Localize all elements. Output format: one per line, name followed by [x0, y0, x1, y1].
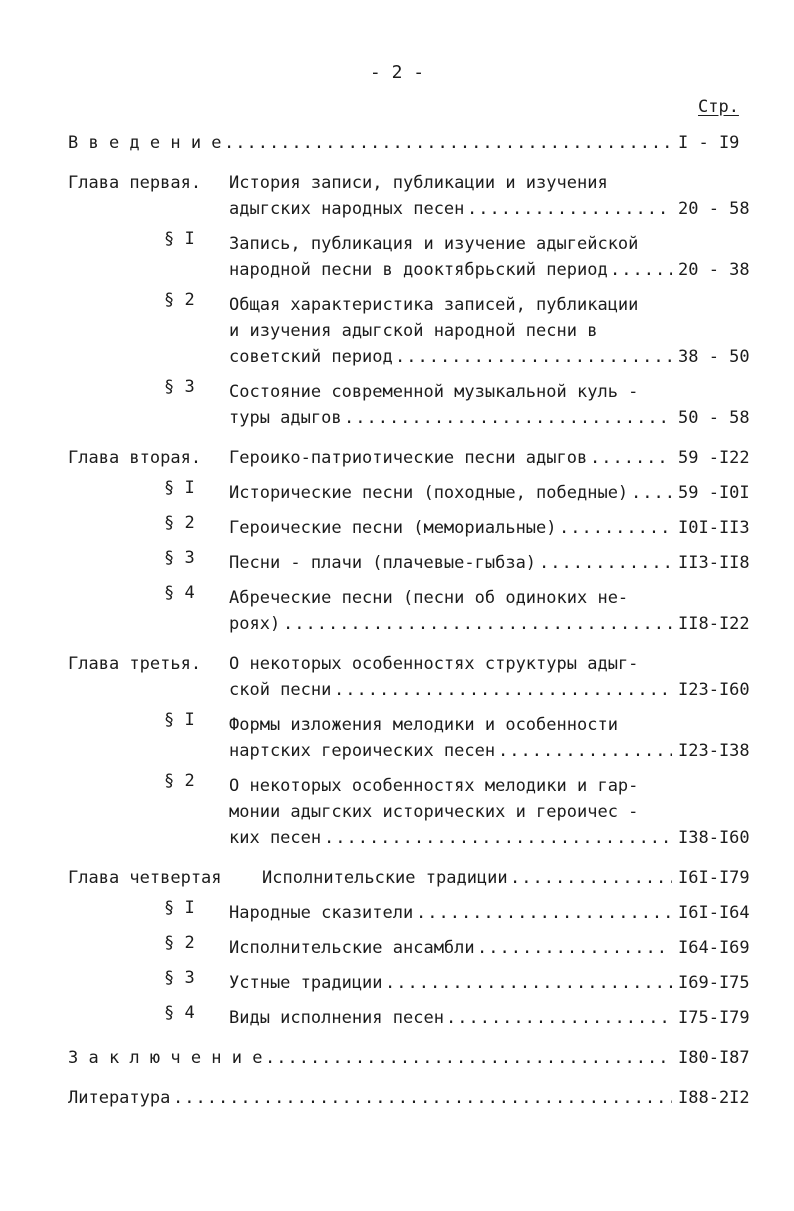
toc-entry-label: Литература: [68, 1088, 171, 1108]
dot-leader: [510, 865, 672, 891]
toc-section: [0, 480, 794, 506]
toc-page-range: II8-I22: [678, 614, 750, 634]
toc-page-range: II3-II8: [678, 553, 750, 573]
toc-page-range: 38 - 50: [678, 347, 750, 367]
toc-entry-label: Глава третья.: [68, 654, 202, 674]
section-mark: § 4: [164, 583, 195, 603]
section-mark: § 3: [164, 377, 195, 397]
toc-chapter: [0, 1045, 794, 1071]
toc-entry-text: адыгских народных песен: [229, 199, 465, 219]
dot-leader: [631, 480, 672, 506]
toc-page-range: 59 -I22: [678, 448, 750, 468]
toc-section: [0, 712, 794, 764]
dot-leader: [224, 130, 672, 156]
toc-entry-text: О некоторых особенностях мелодики и гар-: [229, 776, 639, 796]
toc-line: [0, 257, 794, 283]
dot-leader: [385, 970, 672, 996]
toc-line: [0, 611, 794, 637]
toc-entry-text: Героико-патриотические песни адыгов: [229, 448, 588, 468]
toc-entry-text: роях): [229, 614, 281, 634]
toc-section: [0, 935, 794, 961]
toc-line: [0, 738, 794, 764]
section-mark: § I: [164, 478, 195, 498]
toc-page-range: I23-I60: [678, 680, 750, 700]
toc-entry-label: Глава четвертая: [68, 868, 222, 888]
table-of-contents: [0, 130, 794, 1111]
toc-page-range: I6I-I79: [678, 868, 750, 888]
toc-page-range: 20 - 58: [678, 199, 750, 219]
toc-line: [0, 550, 794, 576]
toc-chapter: [0, 865, 794, 891]
toc-line: [0, 651, 794, 677]
toc-page-range: 50 - 58: [678, 408, 750, 428]
dot-leader: [416, 900, 672, 926]
dot-leader: [467, 196, 672, 222]
toc-section: [0, 292, 794, 370]
dot-leader: [590, 445, 672, 471]
toc-chapter: [0, 651, 794, 703]
toc-entry-text: ской песни: [229, 680, 332, 700]
toc-line: [0, 935, 794, 961]
dot-leader: [344, 405, 672, 431]
dot-leader: [265, 1045, 672, 1071]
pages-column-header: Стр.: [698, 97, 739, 117]
toc-line: [0, 379, 794, 405]
toc-entry-text: Исполнительские ансамбли: [229, 938, 475, 958]
toc-line: [0, 585, 794, 611]
section-mark: § 2: [164, 290, 195, 310]
toc-chapter: [0, 130, 794, 156]
toc-line: [0, 1085, 794, 1111]
toc-line: [0, 825, 794, 851]
toc-entry-text: ких песен: [229, 828, 322, 848]
section-mark: § 3: [164, 968, 195, 988]
toc-line: [0, 799, 794, 825]
dot-leader: [283, 611, 672, 637]
toc-line: [0, 170, 794, 196]
toc-page-range: I - I9: [678, 133, 740, 153]
dot-leader: [559, 515, 672, 541]
toc-section: [0, 1005, 794, 1031]
dot-leader: [477, 935, 672, 961]
toc-section: [0, 773, 794, 851]
toc-entry-label: Глава вторая.: [68, 448, 202, 468]
toc-entry-text: Устные традиции: [229, 973, 383, 993]
toc-entry-text: Исторические песни (походные, победные): [229, 483, 629, 503]
dot-leader: [539, 550, 672, 576]
toc-section: [0, 515, 794, 541]
toc-entry-text: и изучения адыгской народной песни в: [229, 321, 598, 341]
toc-entry-text: Исполнительские традиции: [262, 868, 508, 888]
section-mark: § 3: [164, 548, 195, 568]
toc-line: [0, 405, 794, 431]
toc-line: [0, 130, 794, 156]
toc-line: [0, 292, 794, 318]
toc-page-range: I64-I69: [678, 938, 750, 958]
toc-page-range: 20 - 38: [678, 260, 750, 280]
toc-entry-label: Глава первая.: [68, 173, 202, 193]
section-mark: § 4: [164, 1003, 195, 1023]
toc-page-range: I69-I75: [678, 973, 750, 993]
toc-entry-text: нартских героических песен: [229, 741, 496, 761]
toc-entry-label: В в е д е н и е: [68, 133, 222, 153]
toc-line: [0, 865, 794, 891]
toc-page-range: I23-I38: [678, 741, 750, 761]
toc-entry-text: Абреческие песни (песни об одиноких не-: [229, 588, 629, 608]
toc-section: [0, 900, 794, 926]
toc-entry-text: Формы изложения мелодики и особенности: [229, 715, 618, 735]
toc-entry-text: народной песни в дооктябрьский период: [229, 260, 608, 280]
toc-line: [0, 970, 794, 996]
toc-page-range: I80-I87: [678, 1048, 750, 1068]
toc-entry-text: Песни - плачи (плачевые-гыбза): [229, 553, 537, 573]
dot-leader: [324, 825, 672, 851]
section-mark: § 2: [164, 771, 195, 791]
toc-section: [0, 585, 794, 637]
toc-entry-text: туры адыгов: [229, 408, 342, 428]
toc-line: [0, 196, 794, 222]
dot-leader: [446, 1005, 672, 1031]
dot-leader: [173, 1085, 672, 1111]
toc-chapter: [0, 1085, 794, 1111]
toc-line: [0, 231, 794, 257]
toc-section: [0, 550, 794, 576]
section-mark: § I: [164, 229, 195, 249]
toc-line: [0, 445, 794, 471]
toc-line: [0, 900, 794, 926]
toc-section: [0, 970, 794, 996]
toc-entry-text: Состояние современной музыкальной куль -: [229, 382, 639, 402]
toc-entry-text: История записи, публикации и изучения: [229, 173, 608, 193]
toc-line: [0, 515, 794, 541]
toc-section: [0, 231, 794, 283]
toc-section: [0, 379, 794, 431]
section-mark: § 2: [164, 933, 195, 953]
toc-entry-text: Народные сказители: [229, 903, 414, 923]
toc-entry-text: Героические песни (мемориальные): [229, 518, 557, 538]
toc-line: [0, 480, 794, 506]
toc-entry-text: советский период: [229, 347, 393, 367]
toc-page-range: I75-I79: [678, 1008, 750, 1028]
toc-page-range: I6I-I64: [678, 903, 750, 923]
toc-line: [0, 677, 794, 703]
toc-page-range: 59 -I0I: [678, 483, 750, 503]
toc-line: [0, 1045, 794, 1071]
toc-entry-text: Общая характеристика записей, публикации: [229, 295, 639, 315]
dot-leader: [334, 677, 672, 703]
dot-leader: [498, 738, 672, 764]
toc-page-range: I38-I60: [678, 828, 750, 848]
toc-entry-text: Виды исполнения песен: [229, 1008, 444, 1028]
toc-chapter: [0, 170, 794, 222]
toc-line: [0, 712, 794, 738]
toc-entry-text: О некоторых особенностях структуры адыг-: [229, 654, 639, 674]
toc-line: [0, 318, 794, 344]
dot-leader: [395, 344, 672, 370]
toc-entry-text: Запись, публикация и изучение адыгейской: [229, 234, 639, 254]
toc-line: [0, 1005, 794, 1031]
toc-line: [0, 344, 794, 370]
page-number: - 2 -: [369, 62, 425, 83]
toc-page-range: I88-2I2: [678, 1088, 750, 1108]
section-mark: § I: [164, 710, 195, 730]
toc-chapter: [0, 445, 794, 471]
section-mark: § 2: [164, 513, 195, 533]
toc-line: [0, 773, 794, 799]
section-mark: § I: [164, 898, 195, 918]
toc-entry-label: З а к л ю ч е н и е: [68, 1048, 263, 1068]
dot-leader: [610, 257, 672, 283]
toc-page-range: I0I-II3: [678, 518, 750, 538]
toc-entry-text: монии адыгских исторических и героичес -: [229, 802, 639, 822]
